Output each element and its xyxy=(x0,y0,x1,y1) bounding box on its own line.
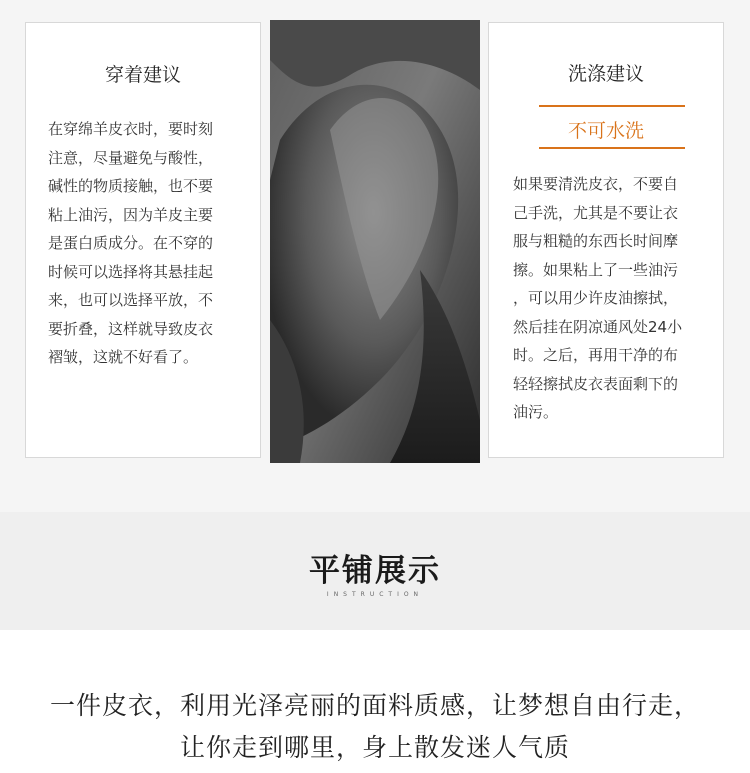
section-title: 平铺展示 xyxy=(309,553,441,589)
section-header xyxy=(0,512,750,630)
slogan-line-1: 一件皮衣，利用光泽亮丽的面料质感，让梦想自由行走， xyxy=(49,691,700,720)
leather-fold-graphic xyxy=(270,20,480,463)
wearing-advice-text: 在穿绵羊皮衣时，要时刻 注意，尽量避免与酸性， 碱性的物质接触，也不要 粘上油污，因为羊皮主要 是蛋白质成分。在不穿的 时候可以选择将其悬挂起 来，也可以选择平放，不 要折叠，这样就导致皮衣 褶皱，这就不好看了。 xyxy=(48,120,214,366)
wearing-advice-card xyxy=(25,22,261,458)
divider-bottom xyxy=(539,147,685,149)
washing-advice-text: 如果要清洗皮衣，不要自 己手洗，尤其是不要让衣 服与粗糙的东西长时间摩 擦。如果粘上了一些油污 ，可以用少许皮油擦拭， 然后挂在阴凉通风处24小 时。之后，再用干净的布 轻轻擦拭皮衣表面剩下的 油污。 xyxy=(513,175,683,421)
leather-texture-image xyxy=(270,20,480,463)
section-subtitle: INSTRUCTION xyxy=(326,591,424,598)
divider-top xyxy=(539,105,685,107)
wearing-advice-title: 穿着建议 xyxy=(104,64,181,86)
washing-advice-title: 洗涤建议 xyxy=(567,63,644,85)
washing-advice-card xyxy=(488,22,724,458)
slogan-line-2: 让你走到哪里，身上散发迷人气质 xyxy=(179,733,570,762)
no-water-wash-label: 不可水洗 xyxy=(567,120,644,142)
